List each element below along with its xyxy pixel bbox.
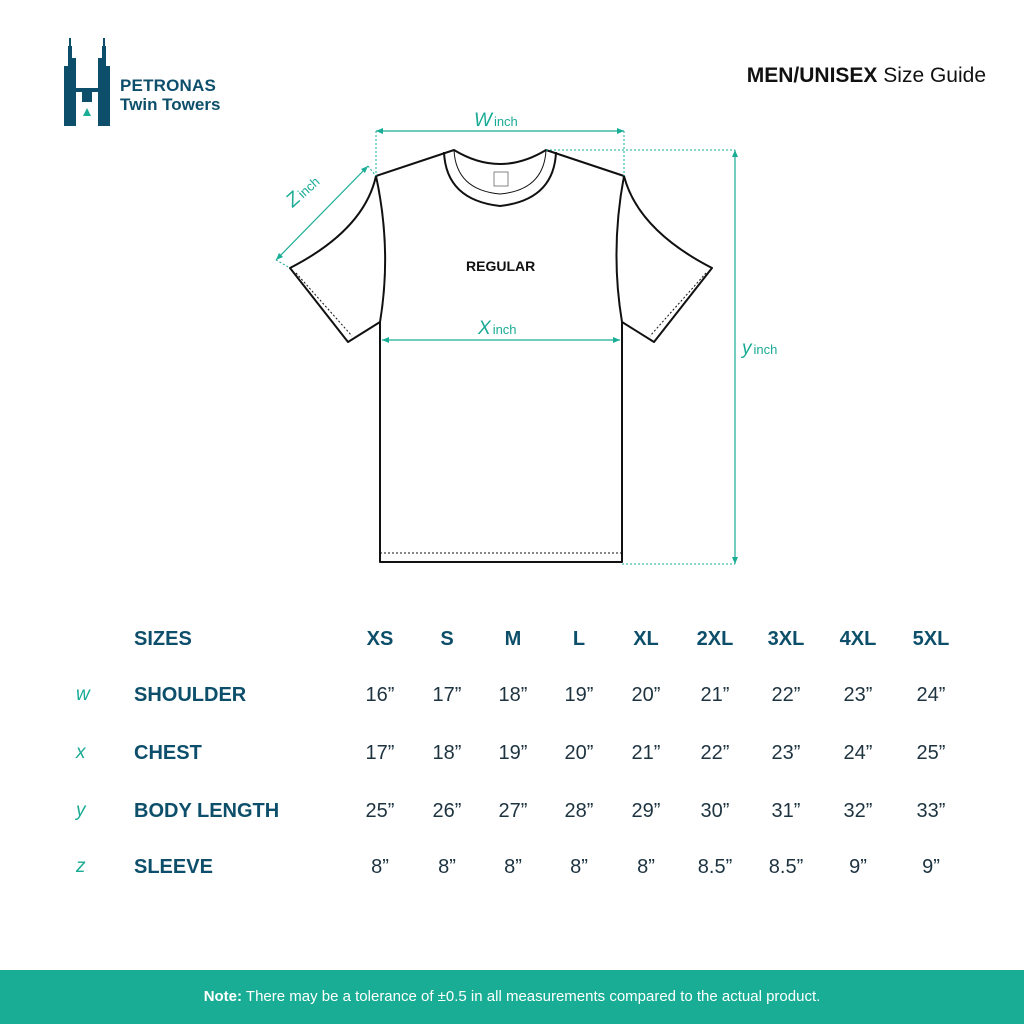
row-letter: w bbox=[76, 684, 90, 705]
table-row-shoulder bbox=[0, 684, 1024, 724]
sizes-header: SIZES bbox=[134, 628, 192, 650]
size-header: L bbox=[572, 628, 586, 650]
size-header: 5XL bbox=[912, 628, 950, 650]
w-letter: W bbox=[474, 110, 492, 131]
table-cell: 30” bbox=[700, 800, 730, 822]
row-label: SHOULDER bbox=[134, 684, 247, 706]
size-header: 3XL bbox=[767, 628, 805, 650]
table-cell: 21” bbox=[631, 742, 661, 764]
table-row-chest bbox=[0, 742, 1024, 782]
table-cell: 19” bbox=[498, 742, 528, 764]
y-letter: y bbox=[742, 338, 752, 359]
table-cell: 9” bbox=[922, 856, 940, 878]
x-unit: inch bbox=[492, 322, 517, 337]
row-letter: x bbox=[76, 742, 86, 763]
x-letter: X bbox=[478, 318, 491, 339]
y-dimension-label bbox=[742, 338, 777, 360]
size-header: XL bbox=[633, 628, 659, 650]
table-row-body-length bbox=[0, 800, 1024, 840]
table-cell: 31” bbox=[771, 800, 801, 822]
table-cell: 8” bbox=[438, 856, 456, 878]
table-cell: 21” bbox=[700, 684, 730, 706]
title-bold: MEN/UNISEX bbox=[746, 64, 878, 87]
row-letter: y bbox=[76, 800, 86, 821]
table-cell: 20” bbox=[631, 684, 661, 706]
table-cell: 25” bbox=[916, 742, 946, 764]
table-cell: 17” bbox=[365, 742, 395, 764]
y-unit: inch bbox=[753, 342, 778, 357]
table-cell: 33” bbox=[916, 800, 946, 822]
fit-label: REGULAR bbox=[466, 258, 536, 274]
table-cell: 8.5” bbox=[697, 856, 733, 878]
table-cell: 20” bbox=[564, 742, 594, 764]
size-header: M bbox=[504, 628, 522, 650]
note-text: There may be a tolerance of ±0.5 in all measurements compared to the actual product. bbox=[242, 988, 821, 1005]
note-label: Note: bbox=[203, 988, 243, 1005]
title-rest: Size Guide bbox=[877, 64, 986, 87]
table-row-sleeve bbox=[0, 856, 1024, 896]
table-cell: 32” bbox=[843, 800, 873, 822]
w-dimension-label bbox=[474, 110, 518, 132]
row-letter: z bbox=[76, 856, 86, 877]
row-label: CHEST bbox=[134, 742, 202, 764]
table-cell: 8.5” bbox=[768, 856, 804, 878]
table-cell: 18” bbox=[498, 684, 528, 706]
table-cell: 22” bbox=[700, 742, 730, 764]
row-label: BODY LENGTH bbox=[134, 800, 280, 822]
table-cell: 22” bbox=[771, 684, 801, 706]
table-header-row bbox=[0, 628, 1024, 668]
row-label: SLEEVE bbox=[134, 856, 213, 878]
table-cell: 24” bbox=[916, 684, 946, 706]
table-cell: 23” bbox=[771, 742, 801, 764]
table-cell: 8” bbox=[637, 856, 655, 878]
table-cell: 8” bbox=[371, 856, 389, 878]
table-cell: 8” bbox=[504, 856, 522, 878]
size-header: 4XL bbox=[839, 628, 877, 650]
table-cell: 9” bbox=[849, 856, 867, 878]
w-unit: inch bbox=[493, 114, 518, 129]
brand-line-1: PETRONAS bbox=[120, 76, 217, 95]
z-unit: inch bbox=[294, 173, 323, 202]
x-dimension-label bbox=[478, 318, 517, 340]
table-cell: 25” bbox=[365, 800, 395, 822]
table-cell: 17” bbox=[432, 684, 462, 706]
table-cell: 29” bbox=[631, 800, 661, 822]
table-cell: 8” bbox=[570, 856, 588, 878]
brand-line-2: Twin Towers bbox=[120, 95, 221, 114]
table-cell: 23” bbox=[843, 684, 873, 706]
table-cell: 27” bbox=[498, 800, 528, 822]
table-cell: 26” bbox=[432, 800, 462, 822]
table-cell: 18” bbox=[432, 742, 462, 764]
table-cell: 24” bbox=[843, 742, 873, 764]
table-cell: 19” bbox=[564, 684, 594, 706]
z-letter: Z bbox=[282, 188, 305, 212]
size-header: XS bbox=[366, 628, 394, 650]
footer-note bbox=[0, 970, 1024, 1024]
size-header: 2XL bbox=[696, 628, 734, 650]
table-cell: 28” bbox=[564, 800, 594, 822]
table-cell: 16” bbox=[365, 684, 395, 706]
size-header: S bbox=[440, 628, 454, 650]
